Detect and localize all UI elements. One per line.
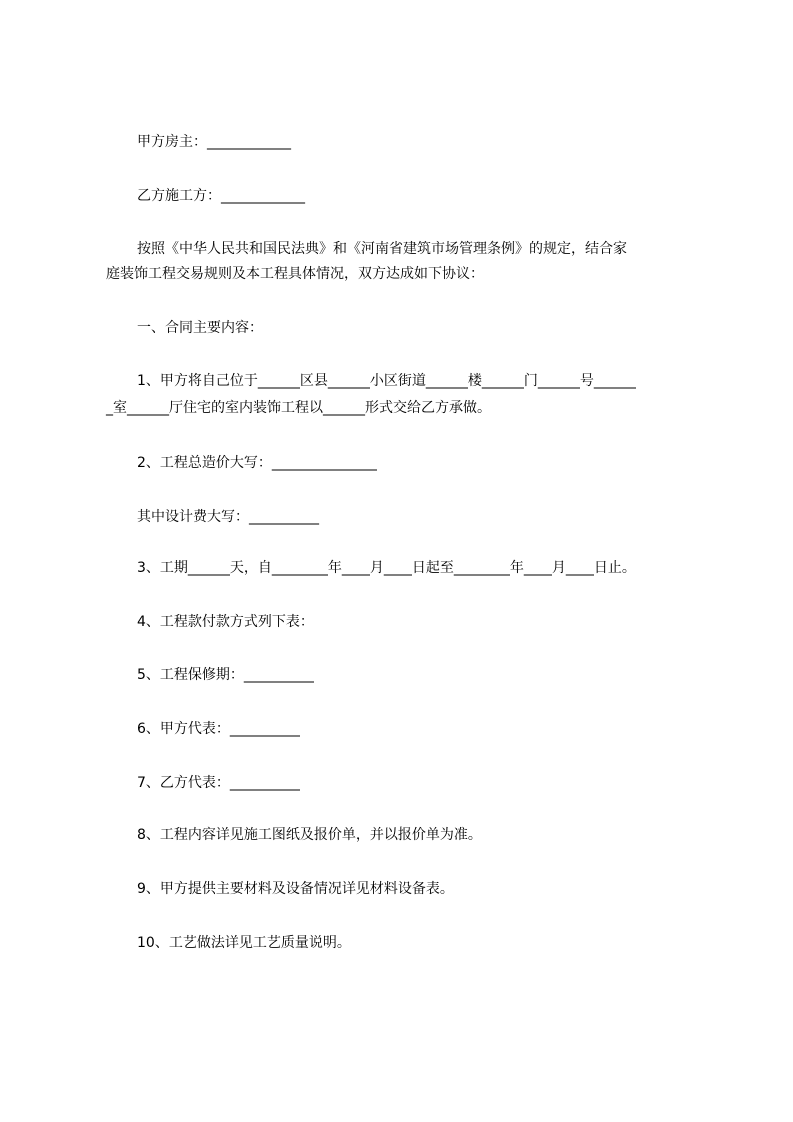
party-b-line: 乙方施工方：____________ [137,188,305,204]
preamble-line-2: 庭装饰工程交易规则及本工程具体情况，双方达成如下协议： [106,266,484,282]
party-a-line: 甲方房主：____________ [137,134,291,150]
section-1-heading: 一、合同主要内容： [137,320,263,336]
item-6: 6、甲方代表：__________ [137,721,300,737]
item-9: 9、甲方提供主要材料及设备情况详见材料设备表。 [137,881,454,897]
item-2-sub: 其中设计费大写：__________ [137,509,319,525]
preamble-line-1: 按照《中华人民共和国民法典》和《河南省建筑市场管理条例》的规定，结合家 [137,241,627,257]
item-5: 5、工程保修期：__________ [137,667,314,683]
item-1-line-1: 1、甲方将自己位于______区县______小区街道______楼______门______号______ [137,373,636,389]
item-4: 4、工程款付款方式列下表： [137,614,314,630]
item-10: 10、工艺做法详见工艺质量说明。 [137,935,351,951]
item-8: 8、工程内容详见施工图纸及报价单，并以报价单为准。 [137,827,482,843]
item-7: 7、乙方代表：__________ [137,775,300,791]
item-1-line-2: _室______厅住宅的室内装饰工程以______形式交给乙方承做。 [106,400,491,416]
item-2: 2、工程总造价大写：_______________ [137,455,377,471]
item-3: 3、工期______天，自________年____月____日起至________年____月____日止。 [137,560,636,576]
